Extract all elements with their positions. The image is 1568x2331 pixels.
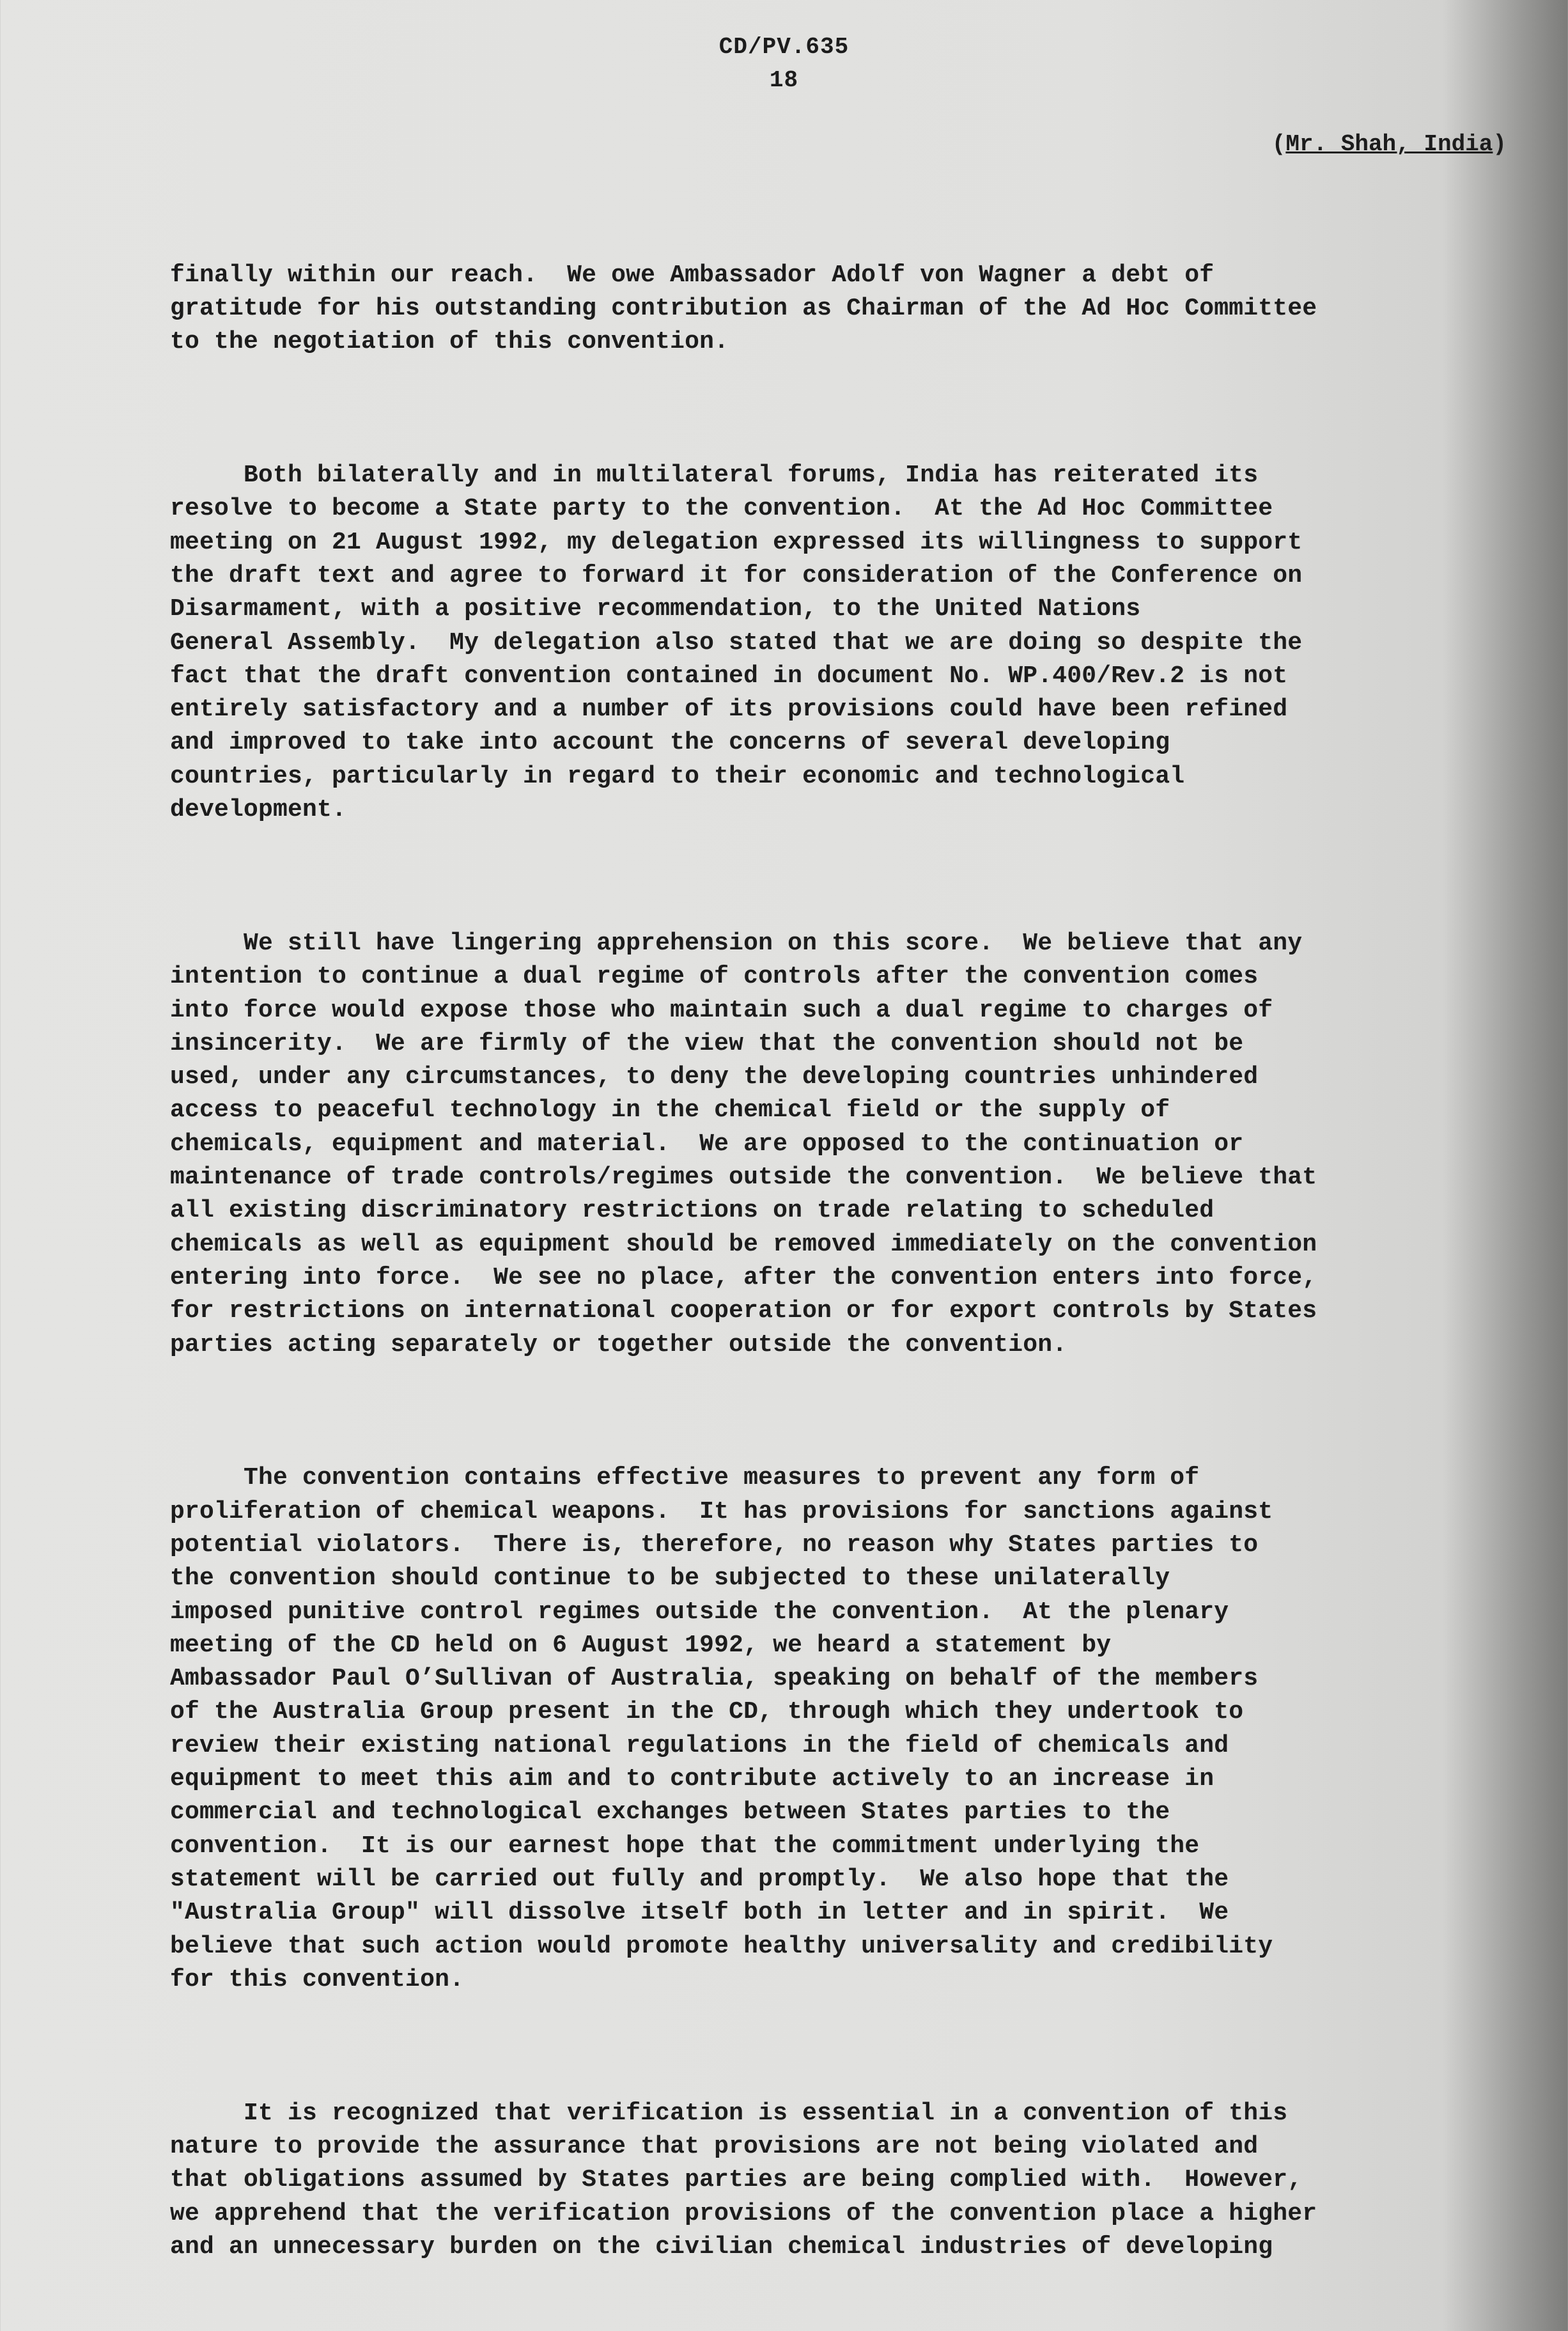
statement-body [170,192,1500,2331]
paragraph-2: Both bilaterally and in multilateral forums, India has reiterated its resolve to become a State party to the convention. At the Ad Hoc Committee meeting on 21 August 1992, my delegation expressed its willingness to support the draft text and agree to forward it for consideration of the Conference on Disarmament, with a positive recommendation, to the United Nations General Assembly. My delegation also stated that we are doing so despite the fact that the draft convention contained in document No. WP.400/Rev.2 is not entirely satisfactory and a number of its provisions could have been refined and improved to take into account the concerns of several developing countries, particularly in regard to their economic and technological development. [170,462,1303,824]
paragraph-1: finally within our reach. We owe Ambassador Adolf von Wagner a debt of gratitude for his outstanding contribution as Chairman of the Ad Hoc Committee to the negotiation of this convention. [170,261,1317,356]
speaker-attribution [1272,131,1507,157]
speaker-close-paren: ) [1493,131,1507,157]
paragraph-3: We still have lingering apprehension on this score. We believe that any intention to continue a dual regime of controls after the convention comes into force would expose those who maintain such a dual regime to charges of insincerity. We are firmly of the view that the convention should not be used, under any circumstances, to deny the developing countries unhindered access to peaceful technology in the chemical field or the supply of chemicals, equipment and material. We are opposed to the continuation or maintenance of trade controls/regimes outside the convention. We believe that all existing discriminatory restrictions on trade relating to scheduled chemicals as well as equipment should be removed immediately on the convention entering into force. We see no place, after the convention enters into force, for restrictions on international cooperation or for export controls by States parties acting separately or together outside the convention. [170,929,1317,1359]
speaker-name: Mr. Shah, India [1285,131,1493,157]
page-number: 18 [769,67,799,93]
paragraph-4: The convention contains effective measures to prevent any form of proliferation of chemical weapons. It has provisions for sanctions against potential violators. There is, therefore, no reason why States parties to the convention should continue to be subjected to these unilaterally imposed punitive control regimes outside the convention. At the plenary meeting of the CD held on 6 August 1992, we heard a statement by Ambassador Paul O’Sullivan of Australia, speaking on behalf of the members of the Australia Group present in the CD, through which they undertook to review their existing national regulations in the field of chemicals and equipment to meet this aim and to contribute actively to an increase in commercial and technological exchanges between States parties to the convention. It is our earnest hope that the commitment underlying the statement will be carried out fully and promptly. We also hope that the "Australia Group" will dissolve itself both in letter and in spirit. We believe that such action would promote healthy universality and credibility for this convention. [170,1464,1273,1993]
paragraph-5: It is recognized that verification is essential in a convention of this nature to provide the assurance that provisions are not being violated and that obligations assumed by States parties are being complied with. However, we apprehend that the verification provisions of the convention place a higher and an unnecessary burden on the civilian chemical industries of developing [170,2099,1317,2261]
document-header [0,31,1568,97]
document-number: CD/PV.635 [718,34,850,60]
speaker-open-paren: ( [1271,131,1286,157]
